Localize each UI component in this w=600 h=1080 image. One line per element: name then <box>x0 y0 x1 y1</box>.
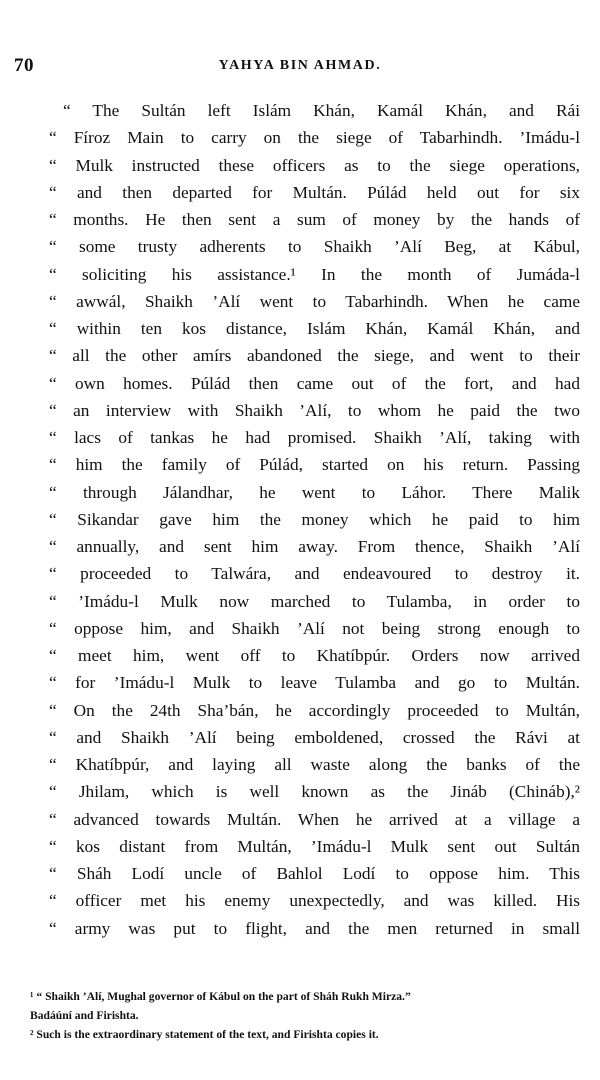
body-line: “ him the family of Púlád, started on his return. Passing <box>49 455 580 475</box>
body-text <box>49 97 580 942</box>
running-head: YAHYA BIN AHMAD. <box>218 58 382 73</box>
body-line: “ Sháh Lodí uncle of Bahlol Lodí to oppose him. This <box>49 864 580 883</box>
page-number: 70 <box>14 55 34 76</box>
footnote-1-continuation: Badáúní and Firishta. <box>30 1009 139 1022</box>
body-line: “ meet him, went off to Khatíbpúr. Orders now arrived <box>49 646 580 665</box>
body-line: “ for ’Imádu-l Mulk to leave Tulamba and go to Multán. <box>49 673 580 693</box>
body-line: “ own homes. Púlád then came out of the fort, and had <box>49 373 580 393</box>
body-line: “ proceeded to Talwára, and endeavoured to destroy it. <box>49 564 580 584</box>
body-line: “ ’Imádu-l Mulk now marched to Tulamba, in order to <box>49 591 580 611</box>
body-line: “ officer met his enemy unexpectedly, and was killed. His <box>49 891 580 911</box>
body-line: “ The Sultán left Islám Khán, Kamál Khán, and Rái <box>63 101 580 120</box>
footnote-1: ¹ “ Shaikh ’Alí, Mughal governor of Kábul on the part of Sháh Rukh Mirza.” <box>30 990 411 1003</box>
body-line: “ oppose him, and Shaikh ’Alí not being strong enough to <box>49 618 580 638</box>
body-line: “ Khatíbpúr, and laying all waste along the banks of the <box>49 755 580 774</box>
body-line: “ annually, and sent him away. From thence, Shaikh ’Alí <box>49 537 580 556</box>
body-line: “ army was put to flight, and the men returned in small <box>49 918 580 938</box>
footnotes <box>30 987 590 1044</box>
body-line: “ Sikandar gave him the money which he paid to him <box>49 509 580 529</box>
body-line: “ all the other amírs abandoned the siege, and went to their <box>49 346 580 366</box>
body-line: “ some trusty adherents to Shaikh ’Alí Beg, at Kábul, <box>49 237 580 257</box>
body-line: “ kos distant from Multán, ’Imádu-l Mulk sent out Sultán <box>49 836 580 856</box>
body-line: “ advanced towards Multán. When he arrived at a village a <box>49 809 580 829</box>
body-line: “ lacs of tankas he had promised. Shaikh ’Alí, taking with <box>49 428 580 447</box>
body-line: “ Fíroz Main to carry on the siege of Tabarhindh. ’Imádu-l <box>49 128 580 148</box>
footnote-2: ² Such is the extraordinary statement of the text, and Firishta copies it. <box>30 1028 379 1041</box>
body-line: “ within ten kos distance, Islám Khán, Kamál Khán, and <box>49 319 580 338</box>
body-line: “ On the 24th Sha’bán, he accordingly proceeded to Multán, <box>49 700 580 720</box>
body-line: “ Mulk instructed these officers as to the siege operations, <box>49 155 580 175</box>
body-line: “ and then departed for Multán. Púlád held out for six <box>49 182 580 202</box>
body-line: “ an interview with Shaikh ’Alí, to whom he paid the two <box>49 400 580 420</box>
body-line: “ soliciting his assistance.¹ In the month of Jumáda-l <box>49 264 580 284</box>
body-line: “ months. He then sent a sum of money by the hands of <box>49 210 580 229</box>
body-line: “ Jhilam, which is well known as the Jináb (Chináb),² <box>49 782 580 802</box>
body-line: “ and Shaikh ’Alí being emboldened, crossed the Rávi at <box>49 727 580 747</box>
body-line: “ through Jálandhar, he went to Láhor. There Malik <box>49 482 580 502</box>
body-line: “ awwál, Shaikh ’Alí went to Tabarhindh. When he came <box>49 291 580 311</box>
